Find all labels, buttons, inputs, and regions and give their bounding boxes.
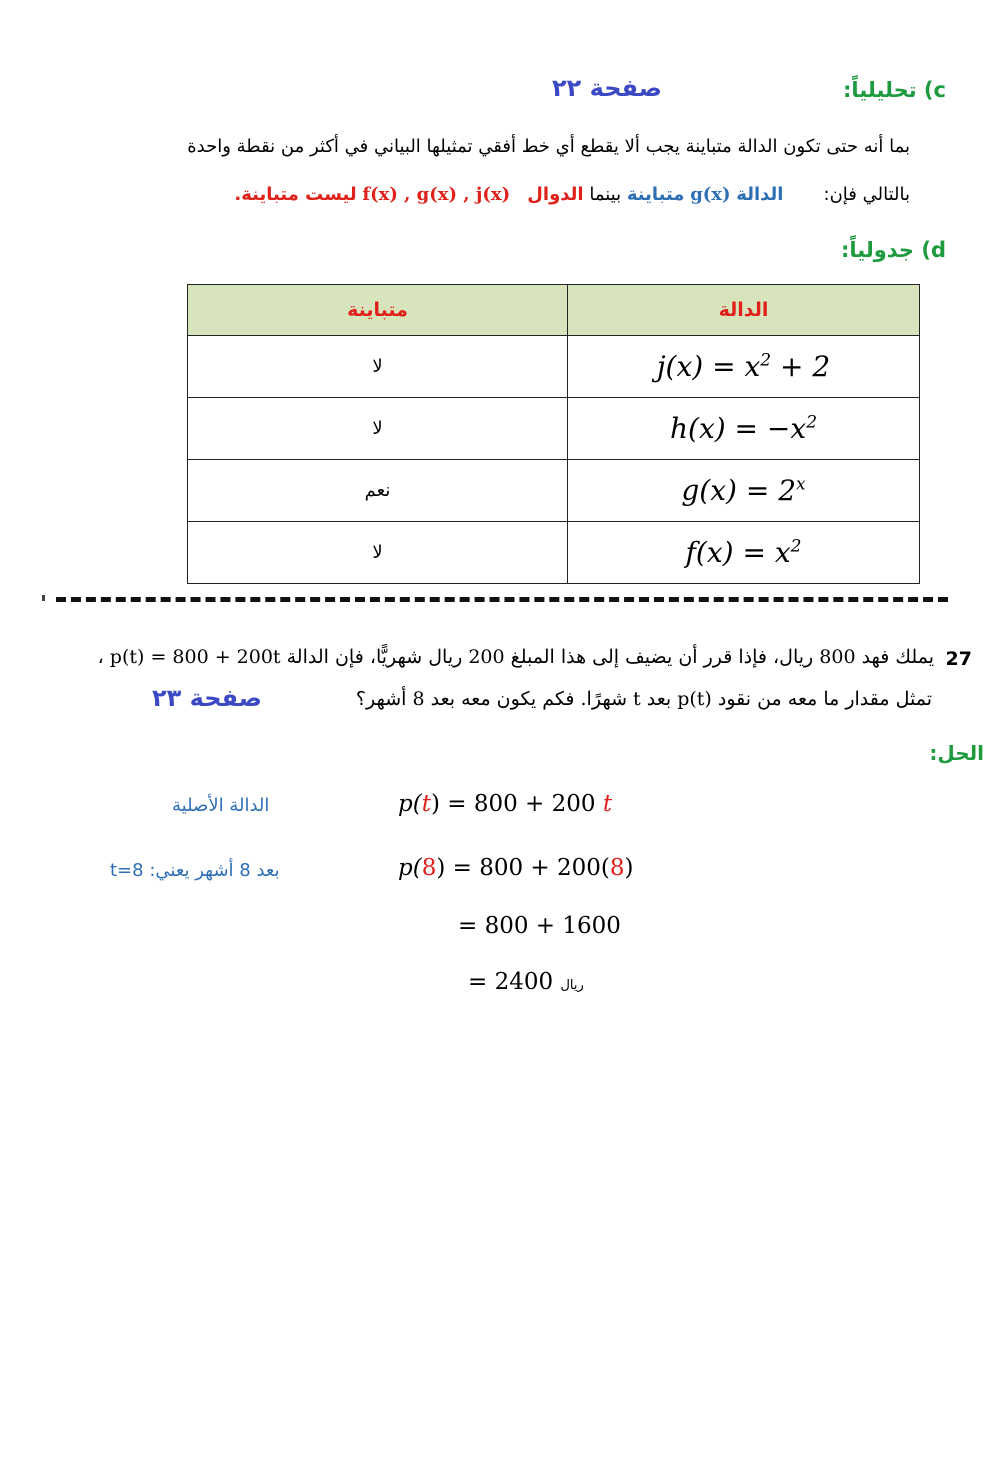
- page-reference-22: صفحة ٢٢: [552, 74, 662, 102]
- riyal-unit: ريال: [560, 978, 584, 993]
- page-reference-23: صفحة ٢٣: [152, 684, 262, 712]
- equation-1: p(t) = 800 + 200 t: [398, 791, 613, 817]
- table-row: [188, 522, 920, 584]
- header-injective: متباينة: [188, 285, 568, 336]
- answer-cell: لا: [188, 398, 568, 460]
- equation-4: = 2400 ريال: [468, 969, 584, 995]
- line2-injective-word: متباينة: [626, 184, 685, 205]
- section-d-label: d) جدولياً:: [840, 238, 946, 262]
- note-original-function: الدالة الأصلية: [172, 795, 270, 816]
- question-line1: يملك فهد 800 ريال، فإذا قرر أن يضيف إلى هذا المبلغ 200 ريال شهريًّا، فإن الدالة p(t) = 800 + 200t ،: [97, 646, 934, 668]
- function-cell: $j(x) = x^2 + 2$: [568, 336, 920, 398]
- solution-label: الحل:: [929, 741, 984, 765]
- section-c-label: c) تحليلياً:: [843, 78, 946, 102]
- function-cell: $f(x) = x^2$: [568, 522, 920, 584]
- table-row: [188, 398, 920, 460]
- function-cell: $g(x) = 2^x$: [568, 460, 920, 522]
- section-c-paragraph-line1: بما أنه حتى تكون الدالة متباينة يجب ألا يقطع أي خط أفقي تمثيلها البياني في أكثر من نقطة واحدة: [187, 136, 910, 157]
- line2-prefix: بالتالي فإن:: [823, 184, 910, 205]
- equation-2: p(8) = 800 + 200(8): [398, 855, 634, 881]
- header-function: الدالة: [568, 285, 920, 336]
- divider-dot: [42, 595, 45, 601]
- line2-functions-word: الدوال: [527, 184, 584, 205]
- table-row: [188, 460, 920, 522]
- line2-gx: g(x): [690, 184, 731, 205]
- function-cell: $h(x) = -x^2$: [568, 398, 920, 460]
- answer-cell: لا: [188, 522, 568, 584]
- note-after-8-months: بعد 8 أشهر يعني: t=8: [110, 860, 280, 881]
- line2-fgj: f(x) , g(x) , j(x): [362, 184, 511, 205]
- dashed-divider: [56, 597, 948, 602]
- equation-3: = 800 + 1600: [458, 913, 621, 939]
- line2-while-word: بينما: [589, 184, 622, 205]
- answer-cell: نعم: [188, 460, 568, 522]
- question-line2: تمثل مقدار ما معه من نقود p(t) بعد t شهرًا. فكم يكون معه بعد 8 أشهر؟: [355, 688, 932, 710]
- answer-cell: لا: [188, 336, 568, 398]
- injectivity-table: [187, 284, 920, 584]
- line2-not-injective: ليست متباينة.: [234, 184, 357, 205]
- line2-function-word: الدالة: [736, 184, 784, 205]
- table-row: [188, 336, 920, 398]
- table-header-row: [188, 285, 920, 336]
- section-c-paragraph-line2: [234, 184, 910, 205]
- question-number: 27: [945, 648, 972, 670]
